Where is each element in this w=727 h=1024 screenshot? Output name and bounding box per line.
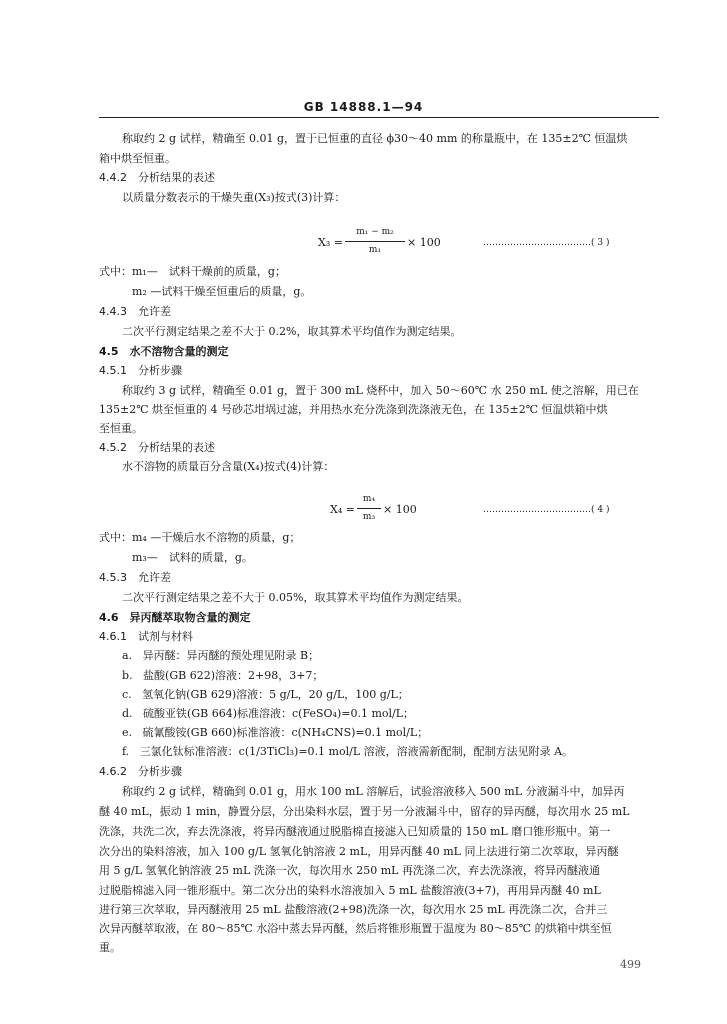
variable-definition: 式中：m₄ —干燥后水不溶物的质量，g； bbox=[99, 531, 301, 544]
item-text: 三氯化钛标准溶液：c(1/3TiCl₃)=0.1 mol/L 溶液，溶液需新配制，配制方法见附录 A。 bbox=[139, 745, 574, 758]
page-number: 499 bbox=[620, 958, 641, 971]
item-text: 氢氧化钠(GB 629)溶液：5 g/L，20 g/L，100 g/L； bbox=[142, 688, 409, 701]
paragraph-line: 135±2℃ 烘至恒重的 4 号砂芯坩埚过滤，并用热水充分洗涤到洗涤液无色，在 135±2℃ 恒温烘箱中烘 bbox=[99, 403, 608, 416]
reagent-item bbox=[122, 707, 414, 721]
reagent-item bbox=[122, 745, 573, 759]
heading-4-6-2: 4.6.2 分析步骤 bbox=[99, 765, 182, 778]
paragraph-line: 至恒重。 bbox=[99, 422, 143, 435]
formula-intro: 以质量分数表示的干燥失重(X₃)按式(3)计算： bbox=[122, 191, 346, 204]
paragraph-line: 称取约 2 g 试样，精确至 0.01 g，置于已恒重的直径 ϕ30～40 mm 的称量瓶中，在 135±2℃ 恒温烘 bbox=[122, 132, 628, 145]
paragraph-line: 箱中烘至恒重。 bbox=[99, 152, 176, 165]
equation-3-numerator: m₁ − m₂ bbox=[356, 227, 394, 237]
heading-4-6: 4.6 异丙醚萃取物含量的测定 bbox=[99, 611, 251, 624]
standard-number-header: GB 14888.1—94 bbox=[303, 100, 424, 114]
paragraph-line: 重。 bbox=[99, 941, 121, 954]
equation-3-fraction-bar bbox=[345, 241, 405, 242]
equation-4-number: ………………………………( 4 ) bbox=[483, 505, 610, 515]
heading-4-6-1: 4.6.1 试剂与材料 bbox=[99, 630, 193, 643]
equation-4-denominator: m₃ bbox=[362, 512, 376, 522]
item-marker: b. bbox=[122, 669, 133, 682]
reagent-item bbox=[122, 669, 323, 683]
equation-3-number: ………………………………( 3 ) bbox=[483, 238, 610, 248]
paragraph-line: 醚 40 mL，振动 1 min，静置分层，分出染料水层，置于另一分液漏斗中，留存的异丙醚，每次用水 25 mL bbox=[99, 805, 630, 818]
formula-intro: 水不溶物的质量百分含量(X₄)按式(4)计算： bbox=[122, 460, 335, 473]
item-text: 硫氰酸铵(GB 660)标准溶液：c(NH₄CNS)=0.1 mol/L； bbox=[142, 726, 429, 739]
reagent-item bbox=[122, 649, 319, 663]
equation-3-lhs: X₃ = bbox=[318, 236, 343, 249]
item-text: 异丙醚：异丙醚的预处理见附录 B； bbox=[142, 649, 320, 662]
heading-4-4-3: 4.4.3 允许差 bbox=[99, 305, 171, 318]
paragraph-line: 二次平行测定结果之差不大于 0.05%，取其算术平均值作为测定结果。 bbox=[122, 591, 469, 604]
paragraph-line: 用 5 g/L 氢氧化钠溶液 25 mL 洗涤一次，每次用水 250 mL 再洗涤二次，弃去洗涤液，将异丙醚液通 bbox=[99, 864, 600, 877]
equation-3-multiplier: × 100 bbox=[407, 236, 441, 249]
item-marker: c. bbox=[122, 688, 132, 701]
paragraph-line: 称取约 2 g 试样，精确到 0.01 g，用水 100 mL 溶解后，试验溶液移入 500 mL 分液漏斗中，加异丙 bbox=[122, 785, 625, 798]
reagent-item bbox=[122, 726, 428, 740]
item-text: 盐酸(GB 622)溶液：2+98，3+7； bbox=[143, 669, 324, 682]
equation-4-multiplier: × 100 bbox=[383, 503, 417, 516]
heading-4-5-2: 4.5.2 分析结果的表述 bbox=[99, 441, 215, 454]
heading-4-5-3: 4.5.3 允许差 bbox=[99, 571, 171, 584]
paragraph-line: 次异丙醚萃取液，在 80～85℃ 水浴中蒸去异丙醚，然后将锥形瓶置于温度为 80～85℃ 的烘箱中烘至恒 bbox=[99, 922, 612, 935]
paragraph-line: 次分出的染料溶液，加入 100 g/L 氢氧化钠溶液 2 mL，用异丙醚 40 mL 同上法进行第二次萃取，异丙醚 bbox=[99, 845, 619, 858]
item-marker: e. bbox=[122, 726, 133, 739]
reagent-item bbox=[122, 688, 409, 702]
heading-4-4-2: 4.4.2 分析结果的表述 bbox=[99, 171, 215, 184]
heading-4-5: 4.5 水不溶物含量的测定 bbox=[99, 345, 229, 358]
variable-definition: m₂ —试料干燥至恒重后的质量，g。 bbox=[132, 285, 312, 298]
variable-definition: m₃— 试料的质量，g。 bbox=[132, 551, 253, 564]
item-marker: d. bbox=[122, 707, 133, 720]
equation-4-numerator: m₄ bbox=[362, 494, 376, 504]
heading-4-5-1: 4.5.1 分析步骤 bbox=[99, 364, 182, 377]
equation-3-denominator: m₁ bbox=[368, 245, 382, 255]
item-marker: f. bbox=[122, 745, 130, 758]
paragraph-line: 进行第三次萃取，异丙醚液用 25 mL 盐酸溶液(2+98)洗涤一次，每次用水 25 mL 再洗涤二次，合并三 bbox=[99, 903, 608, 916]
equation-4-lhs: X₄ = bbox=[330, 503, 355, 516]
variable-definition: 式中：m₁— 试料干燥前的质量，g； bbox=[99, 265, 286, 278]
paragraph-line: 二次平行测定结果之差不大于 0.2%，取其算术平均值作为测定结果。 bbox=[122, 325, 462, 338]
paragraph-line: 洗涤，共洗二次，弃去洗涤液，将异丙醚液通过脱脂棉直接滤入已知质量的 150 mL 磨口锥形瓶中。第一 bbox=[99, 825, 611, 838]
paragraph-line: 称取约 3 g 试样，精确至 0.01 g，置于 300 mL 烧杯中，加入 50～60℃ 水 250 mL 使之溶解，用已在 bbox=[122, 384, 639, 397]
equation-4-fraction-bar bbox=[357, 508, 381, 509]
item-marker: a. bbox=[122, 649, 133, 662]
paragraph-line: 过脱脂棉滤入同一锥形瓶中。第二次分出的染料水溶液加入 5 mL 盐酸溶液(3+7)，再用异丙醚 40 mL bbox=[99, 884, 601, 897]
header-rule bbox=[99, 117, 659, 118]
item-text: 硫酸亚铁(GB 664)标准溶液：c(FeSO₄)=0.1 mol/L； bbox=[143, 707, 415, 720]
